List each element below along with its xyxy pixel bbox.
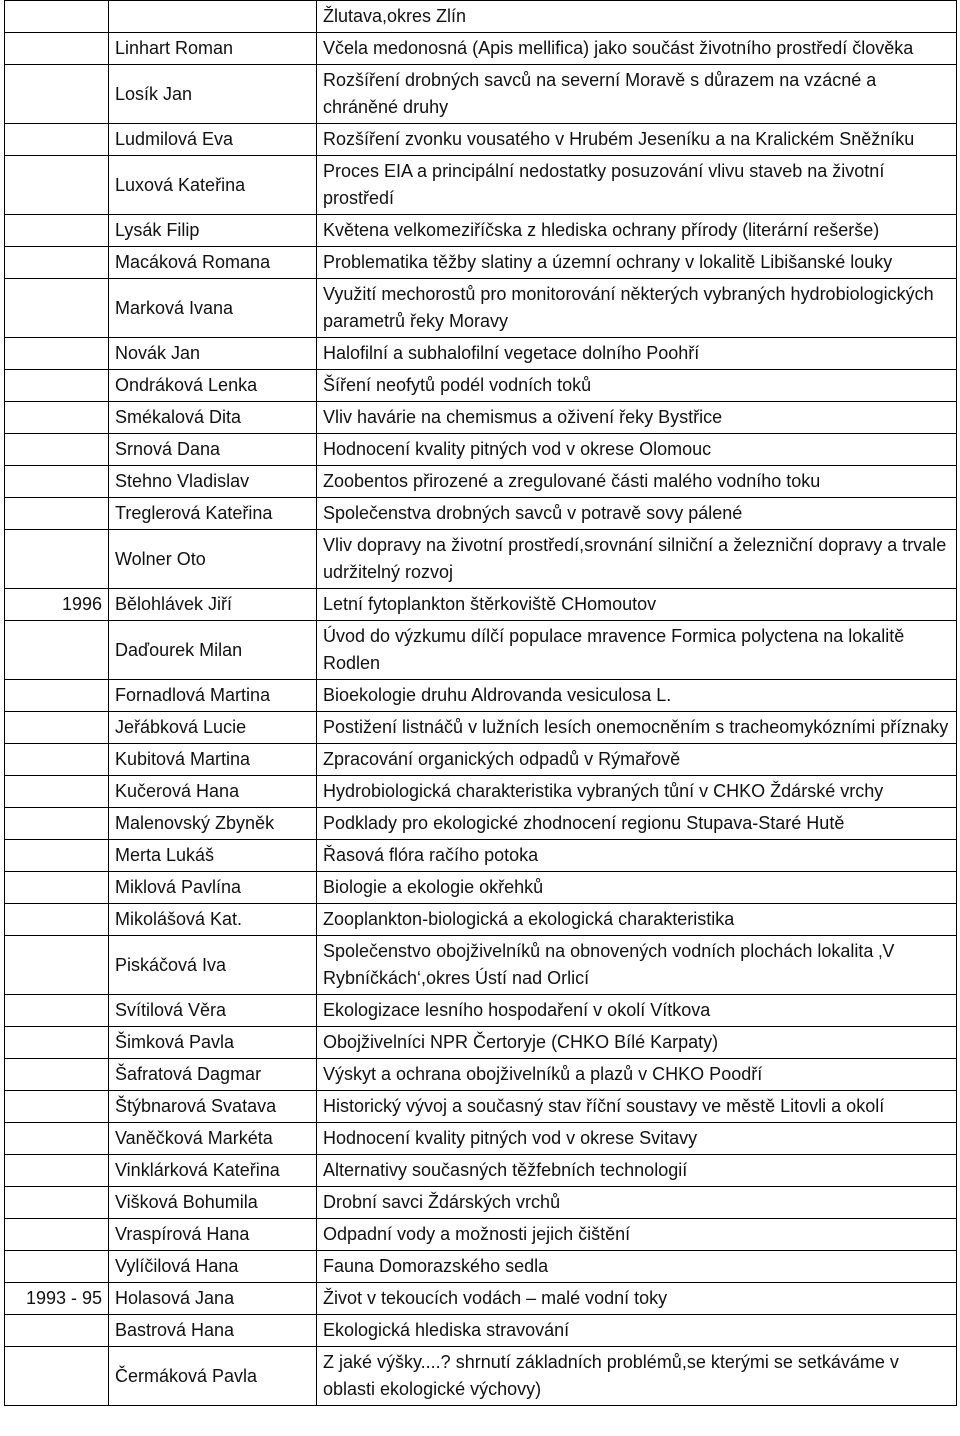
thesis-title-cell: Výskyt a ochrana obojživelníků a plazů v CHKO Poodří (317, 1059, 957, 1091)
thesis-title-cell: Hodnocení kvality pitných vod v okrese Svitavy (317, 1123, 957, 1155)
author-name-cell: Marková Ivana (109, 279, 317, 338)
thesis-title-cell: Žlutava,okres Zlín (317, 1, 957, 33)
table-row (5, 498, 957, 530)
thesis-title-cell: Zpracování organických odpadů v Rýmařově (317, 744, 957, 776)
year-cell (5, 215, 109, 247)
author-name-cell: Srnová Dana (109, 434, 317, 466)
year-cell (5, 808, 109, 840)
author-name-cell: Linhart Roman (109, 33, 317, 65)
year-cell (5, 712, 109, 744)
year-cell (5, 1251, 109, 1283)
table-row (5, 840, 957, 872)
thesis-title-cell: Fauna Domorazského sedla (317, 1251, 957, 1283)
year-cell (5, 621, 109, 680)
table-row (5, 1059, 957, 1091)
table-row (5, 1155, 957, 1187)
year-cell (5, 530, 109, 589)
author-name-cell: Malenovský Zbyněk (109, 808, 317, 840)
author-name-cell: Losík Jan (109, 65, 317, 124)
thesis-title-cell: Podklady pro ekologické zhodnocení regionu Stupava-Staré Hutě (317, 808, 957, 840)
table-row (5, 530, 957, 589)
author-name-cell: Luxová Kateřina (109, 156, 317, 215)
table-row (5, 1251, 957, 1283)
year-cell (5, 1347, 109, 1406)
table-row (5, 1283, 957, 1315)
thesis-title-cell: Společenstva drobných savců v potravě sovy pálené (317, 498, 957, 530)
thesis-title-cell: Problematika těžby slatiny a územní ochrany v lokalitě Libišanské louky (317, 247, 957, 279)
author-name-cell: Merta Lukáš (109, 840, 317, 872)
table-row (5, 33, 957, 65)
table-row (5, 279, 957, 338)
table-row (5, 808, 957, 840)
author-name-cell: Ludmilová Eva (109, 124, 317, 156)
author-name-cell: Smékalová Dita (109, 402, 317, 434)
table-row (5, 776, 957, 808)
year-cell (5, 872, 109, 904)
thesis-title-cell: Postižení listnáčů v lužních lesích onemocněním s tracheomykózními příznaky (317, 712, 957, 744)
table-row (5, 712, 957, 744)
year-cell (5, 904, 109, 936)
year-cell (5, 434, 109, 466)
author-name-cell: Lysák Filip (109, 215, 317, 247)
thesis-title-cell: Květena velkomeziříčska z hlediska ochrany přírody (literární rešerše) (317, 215, 957, 247)
thesis-title-cell: Rozšíření zvonku vousatého v Hrubém Jeseníku a na Kralickém Sněžníku (317, 124, 957, 156)
thesis-title-cell: Zooplankton-biologická a ekologická charakteristika (317, 904, 957, 936)
table-row (5, 124, 957, 156)
year-cell (5, 466, 109, 498)
table-row (5, 156, 957, 215)
table-row (5, 904, 957, 936)
author-name-cell: Šimková Pavla (109, 1027, 317, 1059)
thesis-title-cell: Proces EIA a principální nedostatky posuzování vlivu staveb na životní prostředí (317, 156, 957, 215)
year-cell (5, 1091, 109, 1123)
table-row (5, 872, 957, 904)
table-row (5, 466, 957, 498)
author-name-cell: Čermáková Pavla (109, 1347, 317, 1406)
thesis-title-cell: Ekologizace lesního hospodaření v okolí Vítkova (317, 995, 957, 1027)
author-name-cell: Stehno Vladislav (109, 466, 317, 498)
year-cell (5, 1059, 109, 1091)
thesis-title-cell: Vliv dopravy na životní prostředí,srovnání silniční a železniční dopravy a trvale udržitelný rozvoj (317, 530, 957, 589)
table-row (5, 402, 957, 434)
thesis-title-cell: Ekologická hlediska stravování (317, 1315, 957, 1347)
thesis-title-cell: Biologie a ekologie okřehků (317, 872, 957, 904)
thesis-title-cell: Odpadní vody a možnosti jejich čištění (317, 1219, 957, 1251)
author-name-cell: Vaněčková Markéta (109, 1123, 317, 1155)
year-cell: 1993 - 95 (5, 1283, 109, 1315)
table-row (5, 621, 957, 680)
thesis-title-cell: Včela medonosná (Apis mellifica) jako součást životního prostředí člověka (317, 33, 957, 65)
author-name-cell: Vraspírová Hana (109, 1219, 317, 1251)
year-cell (5, 498, 109, 530)
year-cell (5, 65, 109, 124)
table-row (5, 1347, 957, 1406)
thesis-title-cell: Obojživelníci NPR Čertoryje (CHKO Bílé Karpaty) (317, 1027, 957, 1059)
author-name-cell: Miklová Pavlína (109, 872, 317, 904)
year-cell (5, 338, 109, 370)
author-name-cell: Vylíčilová Hana (109, 1251, 317, 1283)
year-cell (5, 1219, 109, 1251)
author-name-cell: Treglerová Kateřina (109, 498, 317, 530)
thesis-title-cell: Šíření neofytů podél vodních toků (317, 370, 957, 402)
thesis-title-cell: Bioekologie druhu Aldrovanda vesiculosa L. (317, 680, 957, 712)
thesis-title-cell: Hodnocení kvality pitných vod v okrese Olomouc (317, 434, 957, 466)
table-row (5, 589, 957, 621)
table-row (5, 1187, 957, 1219)
author-name-cell: Svítilová Věra (109, 995, 317, 1027)
table-row (5, 338, 957, 370)
table-row (5, 434, 957, 466)
author-name-cell: Kubitová Martina (109, 744, 317, 776)
year-cell (5, 247, 109, 279)
author-name-cell (109, 1, 317, 33)
thesis-title-cell: Historický vývoj a současný stav říční soustavy ve městě Litovli a okolí (317, 1091, 957, 1123)
author-name-cell: Vinklárková Kateřina (109, 1155, 317, 1187)
year-cell (5, 1315, 109, 1347)
thesis-title-cell: Rozšíření drobných savců na severní Moravě s důrazem na vzácné a chráněné druhy (317, 65, 957, 124)
table-row (5, 1027, 957, 1059)
year-cell (5, 1155, 109, 1187)
table-row (5, 1123, 957, 1155)
table-row (5, 215, 957, 247)
year-cell (5, 33, 109, 65)
year-cell (5, 156, 109, 215)
author-name-cell: Šafratová Dagmar (109, 1059, 317, 1091)
author-name-cell: Piskáčová Iva (109, 936, 317, 995)
table-row (5, 1, 957, 33)
year-cell (5, 1123, 109, 1155)
table-row (5, 1219, 957, 1251)
thesis-table-body (5, 1, 957, 1406)
year-cell (5, 680, 109, 712)
table-row (5, 936, 957, 995)
author-name-cell: Novák Jan (109, 338, 317, 370)
year-cell (5, 744, 109, 776)
year-cell (5, 1187, 109, 1219)
author-name-cell: Štýbnarová Svatava (109, 1091, 317, 1123)
year-cell (5, 402, 109, 434)
year-cell (5, 279, 109, 338)
year-cell (5, 995, 109, 1027)
author-name-cell: Fornadlová Martina (109, 680, 317, 712)
year-cell (5, 370, 109, 402)
thesis-title-cell: Halofilní a subhalofilní vegetace dolního Poohří (317, 338, 957, 370)
table-row (5, 1315, 957, 1347)
author-name-cell: Ondráková Lenka (109, 370, 317, 402)
table-row (5, 680, 957, 712)
year-cell (5, 1, 109, 33)
thesis-title-cell: Hydrobiologická charakteristika vybraných tůní v CHKO Ždárské vrchy (317, 776, 957, 808)
thesis-title-cell: Letní fytoplankton štěrkoviště CHomoutov (317, 589, 957, 621)
thesis-title-cell: Řasová flóra račího potoka (317, 840, 957, 872)
author-name-cell: Mikolášová Kat. (109, 904, 317, 936)
thesis-title-cell: Zoobentos přirozené a zregulované části malého vodního toku (317, 466, 957, 498)
thesis-title-cell: Alternativy současných těžfebních technologií (317, 1155, 957, 1187)
year-cell: 1996 (5, 589, 109, 621)
thesis-title-cell: Drobní savci Ždárských vrchů (317, 1187, 957, 1219)
thesis-title-cell: Z jaké výšky....? shrnutí základních problémů,se kterými se setkáváme v oblasti ekologické výchovy) (317, 1347, 957, 1406)
year-cell (5, 936, 109, 995)
thesis-title-cell: Společenstvo obojživelníků na obnovených vodních plochách lokalita ‚V Rybníčkách‘,okres Ústí nad Orlicí (317, 936, 957, 995)
thesis-table (4, 0, 957, 1406)
table-row (5, 744, 957, 776)
author-name-cell: Bastrová Hana (109, 1315, 317, 1347)
author-name-cell: Kučerová Hana (109, 776, 317, 808)
thesis-title-cell: Vliv havárie na chemismus a oživení řeky Bystřice (317, 402, 957, 434)
author-name-cell: Holasová Jana (109, 1283, 317, 1315)
year-cell (5, 124, 109, 156)
year-cell (5, 1027, 109, 1059)
table-row (5, 247, 957, 279)
author-name-cell: Macáková Romana (109, 247, 317, 279)
author-name-cell: Wolner Oto (109, 530, 317, 589)
table-row (5, 370, 957, 402)
thesis-title-cell: Využití mechorostů pro monitorování některých vybraných hydrobiologických parametrů řeky Moravy (317, 279, 957, 338)
table-row (5, 995, 957, 1027)
author-name-cell: Višková Bohumila (109, 1187, 317, 1219)
table-row (5, 1091, 957, 1123)
table-row (5, 65, 957, 124)
thesis-title-cell: Úvod do výzkumu dílčí populace mravence Formica polyctena na lokalitě Rodlen (317, 621, 957, 680)
year-cell (5, 776, 109, 808)
year-cell (5, 840, 109, 872)
author-name-cell: Jeřábková Lucie (109, 712, 317, 744)
thesis-title-cell: Život v tekoucích vodách – malé vodní toky (317, 1283, 957, 1315)
author-name-cell: Bělohlávek Jiří (109, 589, 317, 621)
author-name-cell: Daďourek Milan (109, 621, 317, 680)
